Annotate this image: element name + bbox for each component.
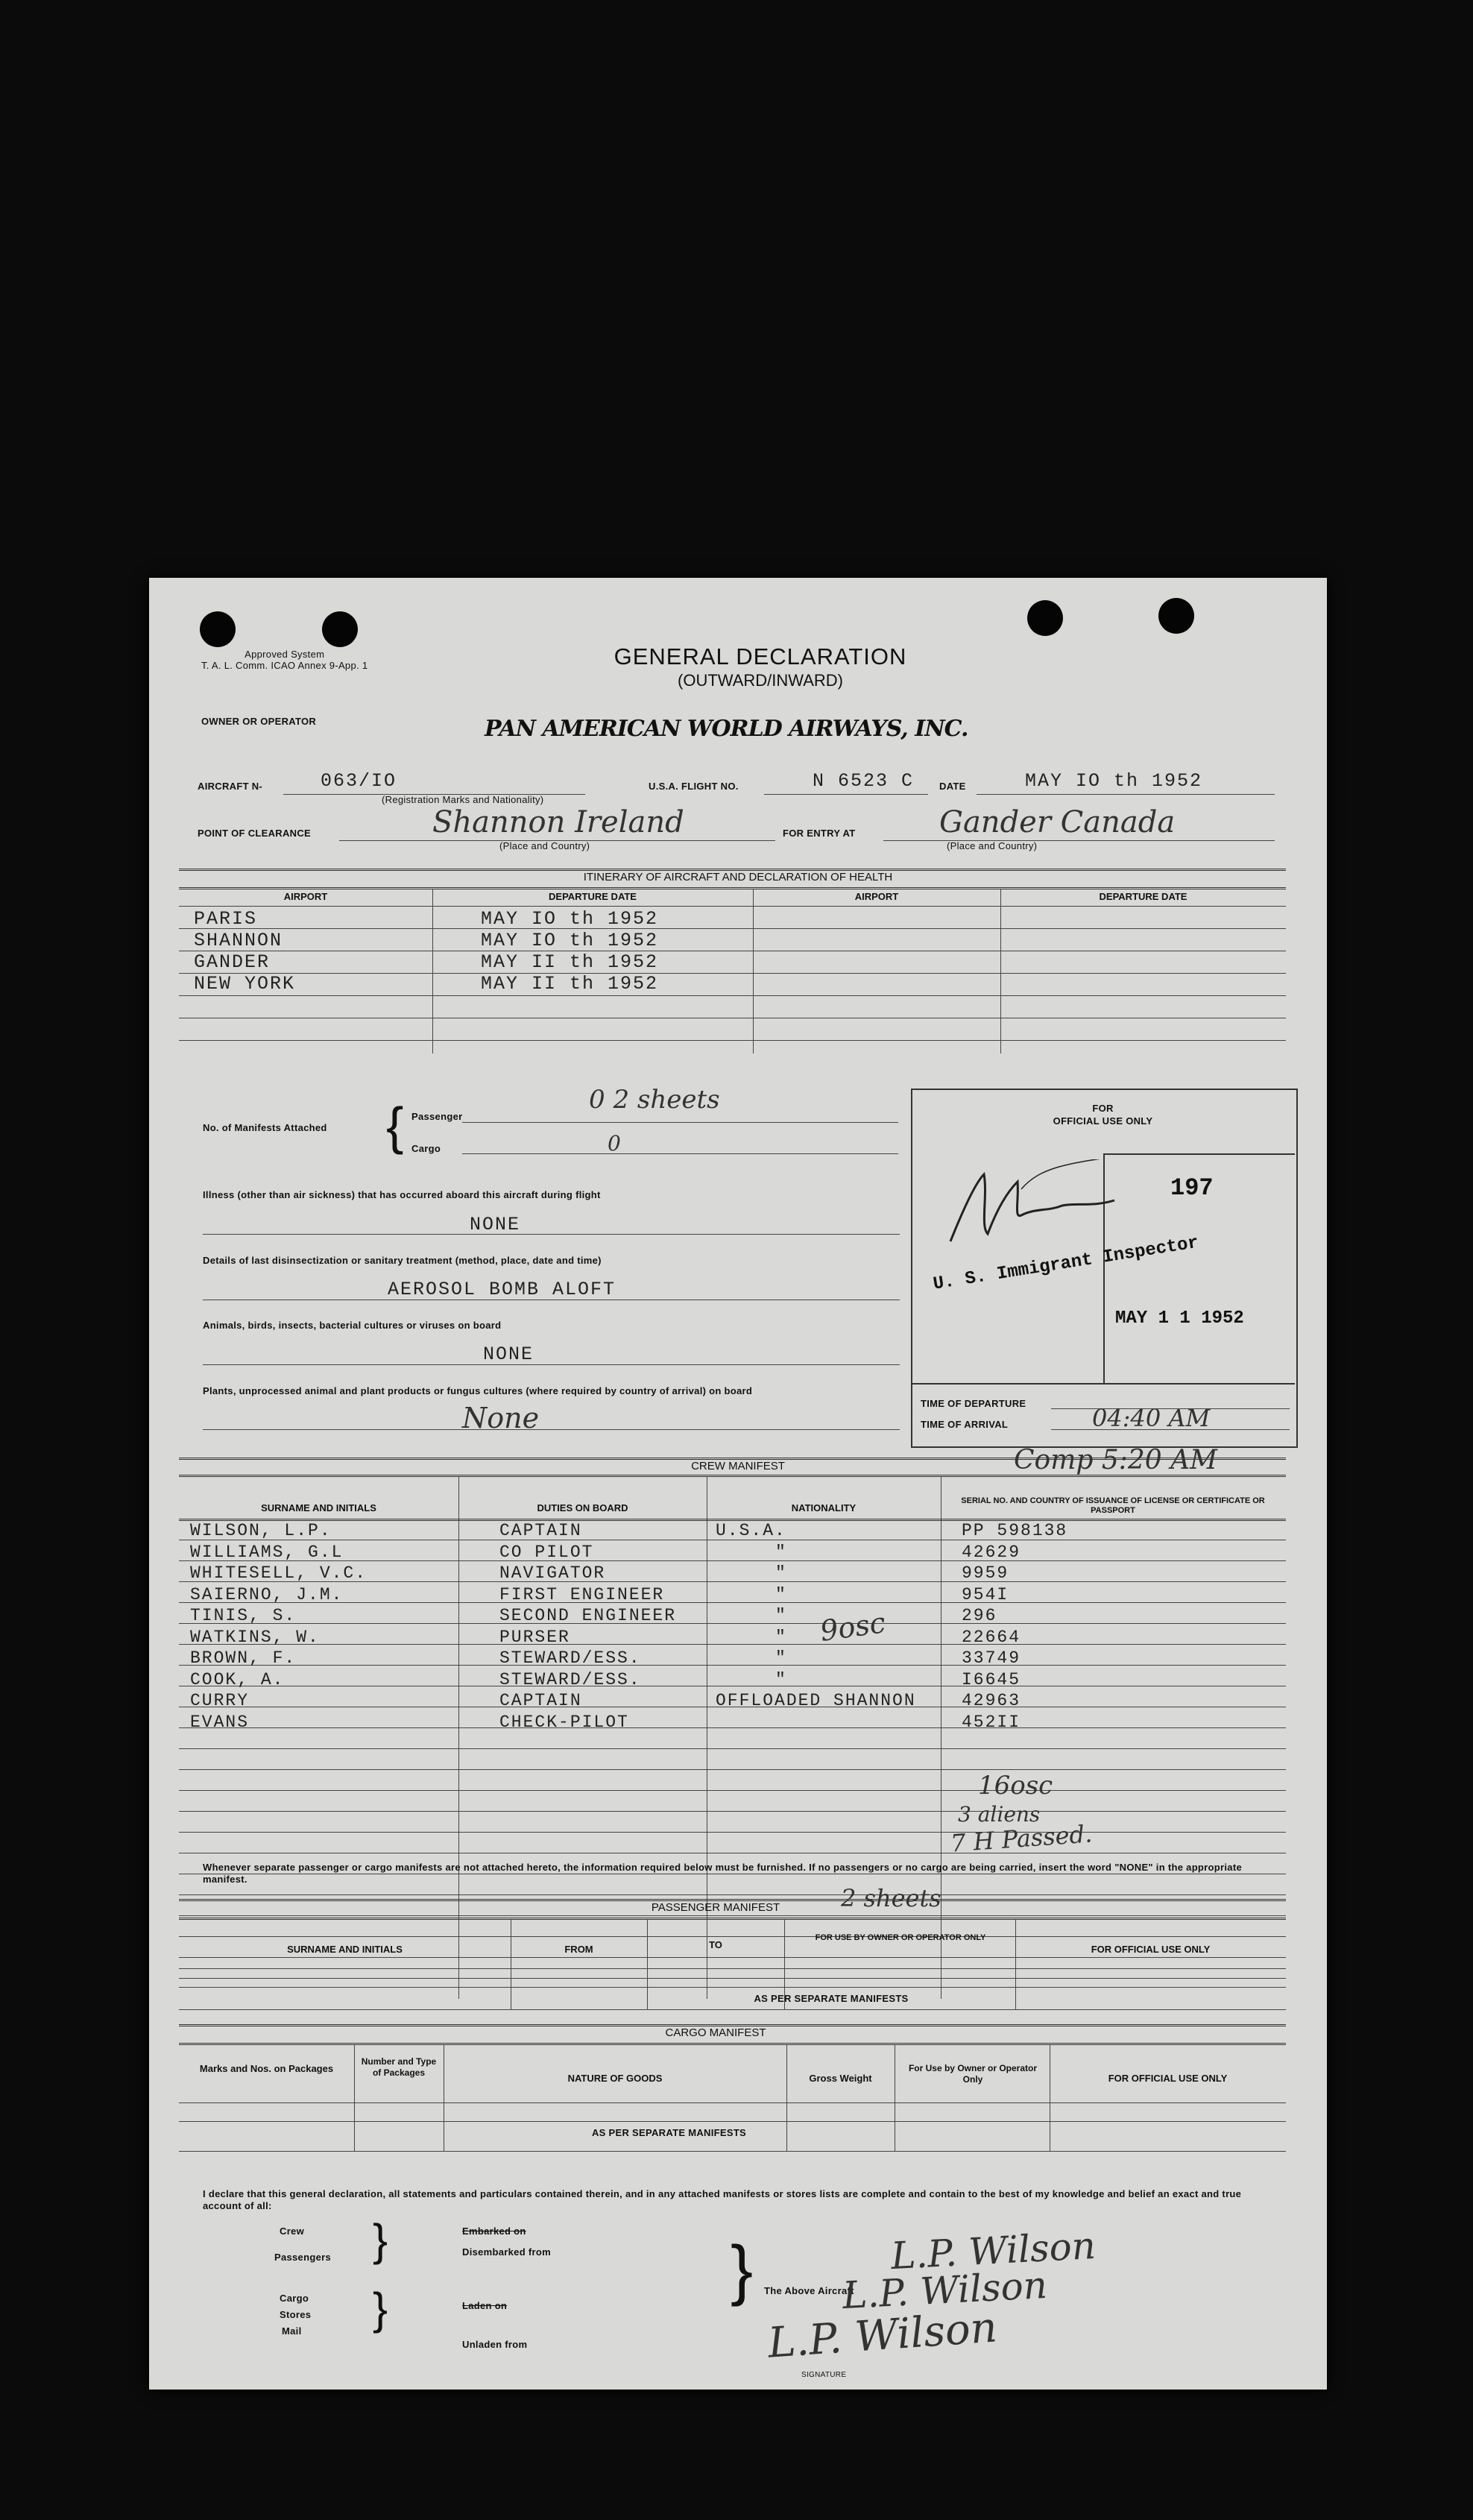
crew-duty: SECOND ENGINEER (499, 1606, 677, 1625)
crew-lic: 42629 (962, 1542, 1021, 1562)
crew-nat: " (775, 1627, 787, 1647)
itinerary-col-airport: AIRPORT (283, 891, 328, 902)
clearance-label: POINT OF CLEARANCE (198, 828, 312, 839)
cargo-label: Cargo (411, 1143, 441, 1154)
crew-name: COOK, A. (190, 1669, 285, 1689)
brace-icon: } (731, 2233, 754, 2308)
time-departure-label: TIME OF DEPARTURE (921, 1398, 1026, 1409)
note-aliens: 3 aliens (958, 1802, 1041, 1827)
itinerary-title: ITINERARY OF AIRCRAFT AND DECLARATION OF HEALTH (583, 871, 893, 883)
time-arrival-label: TIME OF ARRIVAL (921, 1419, 1009, 1430)
decl-stores: Stores (280, 2309, 312, 2320)
captain-signature-2: L.P. Wilson (841, 2263, 1049, 2318)
brace-icon: } (373, 2215, 388, 2265)
approval-note (201, 649, 368, 671)
crew-lic: I6645 (962, 1669, 1021, 1689)
pm-col-name: SURNAME AND INITIALS (287, 1944, 403, 1955)
page-subtitle: (OUTWARD/INWARD) (678, 671, 843, 690)
crew-name: BROWN, F. (190, 1648, 297, 1668)
captain-signature-3: L.P. Wilson (766, 2303, 999, 2368)
passenger-manifest-note: 2 sheets (841, 1884, 941, 1912)
itinerary-airport: SHANNON (194, 930, 283, 951)
entry-value: Gander Canada (939, 805, 1176, 840)
stamp-date: MAY 1 1 1952 (1115, 1308, 1244, 1329)
owner-label: OWNER OR OPERATOR (201, 716, 317, 727)
clearance-value: Shannon Ireland (432, 805, 684, 840)
crew-name: CURRY (190, 1691, 250, 1710)
pm-col-to: TO (709, 1939, 722, 1950)
entry-place-note: (Place and Country) (947, 840, 1038, 851)
cm-col-number: Number and Type of Packages (361, 2056, 437, 2078)
decl-unladen: Unladen from (462, 2339, 528, 2350)
page-title: GENERAL DECLARATION (614, 643, 907, 670)
pm-col-from: FROM (564, 1944, 593, 1955)
pm-col-owner: FOR USE BY OWNER OR OPERATOR ONLY (815, 1933, 986, 1942)
crew-duty: CO PILOT (499, 1542, 594, 1562)
aircraft-label: AIRCRAFT N- (198, 781, 263, 792)
completion-note: Comp 5:20 AM (1014, 1445, 1217, 1475)
registration-note: (Registration Marks and Nationality) (382, 794, 544, 805)
punch-hole (200, 611, 236, 647)
itinerary-date: MAY IO th 1952 (481, 908, 659, 930)
decl-embarked: Embarked on (462, 2226, 526, 2237)
crew-nat: " (775, 1563, 787, 1583)
crew-name: WILLIAMS, G.L (190, 1542, 344, 1562)
crew-duty: CAPTAIN (499, 1521, 582, 1540)
flight-value: N 6523 C (813, 770, 915, 792)
captain-signature: L.P. Wilson (889, 2223, 1097, 2278)
note-16osc: 16osc (978, 1771, 1053, 1801)
crew-name: SAIERNO, J.M. (190, 1584, 344, 1604)
crew-duty: STEWARD/ESS. (499, 1648, 641, 1668)
note-9osc: 9osc (818, 1606, 888, 1648)
crew-duty: CAPTAIN (499, 1691, 582, 1710)
crew-nat: " (775, 1584, 787, 1604)
crew-name: WHITESELL, V.C. (190, 1563, 368, 1583)
flight-label: U.S.A. FLIGHT NO. (649, 781, 739, 792)
entry-label: FOR ENTRY AT (783, 828, 856, 839)
punch-hole (1158, 598, 1194, 634)
crew-name: EVANS (190, 1712, 250, 1732)
crew-nat: " (775, 1669, 787, 1689)
itinerary-airport: GANDER (194, 951, 271, 973)
crew-duty: NAVIGATOR (499, 1563, 606, 1583)
brace-icon: } (373, 2284, 388, 2334)
cm-col-weight: Gross Weight (809, 2073, 872, 2084)
date-value: MAY IO th 1952 (1025, 770, 1203, 792)
decl-crew: Crew (280, 2226, 304, 2237)
itinerary-date: MAY II th 1952 (481, 973, 659, 995)
annex-ref: T. A. L. Comm. ICAO Annex 9-App. 1 (201, 660, 368, 671)
signature-label: SIGNATURE (801, 2371, 847, 2379)
crew-nat: " (775, 1648, 787, 1668)
plants-value: None (462, 1402, 540, 1434)
declaration-text: I declare that this general declaration, all statements and particulars contained therein, and in any attached manifests or stores lists are complete and contain to the best of my knowledge and belief an exact and true account of all: (203, 2188, 1242, 2211)
decl-above-aircraft: The Above Aircraft (764, 2285, 854, 2296)
date-label: DATE (939, 781, 966, 792)
instructions-text: Whenever separate passenger or cargo manifests are not attached hereto, the information required below must be furnished. If no passengers or no cargo are being carried, insert the word "NONE" in the appropriate manifest. (203, 1862, 1242, 1885)
crew-duty: PURSER (499, 1627, 570, 1647)
note-passed: 7 H Passed. (949, 1819, 1094, 1858)
stamp-inspector: U. S. Immigrant Inspector (932, 1232, 1200, 1295)
punch-hole (1027, 600, 1063, 636)
crew-lic: 954I (962, 1584, 1009, 1604)
crew-col-license: SERIAL NO. AND COUNTRY OF ISSUANCE OF LICENSE OR CERTIFICATE OR PASSPORT (961, 1496, 1265, 1515)
decl-passengers: Passengers (274, 2252, 331, 2263)
crew-nat: " (775, 1606, 787, 1625)
crew-lic: 22664 (962, 1627, 1021, 1647)
cargo-manifest-title: CARGO MANIFEST (665, 2026, 766, 2039)
itinerary-col-departure-2: DEPARTURE DATE (1099, 891, 1187, 902)
crew-nat: " (775, 1542, 787, 1562)
illness-value: NONE (470, 1214, 521, 1235)
crew-col-duties: DUTIES ON BOARD (537, 1502, 628, 1513)
itinerary-airport: NEW YORK (194, 973, 296, 995)
manifests-label: No. of Manifests Attached (203, 1122, 327, 1133)
animals-label: Animals, birds, insects, bacterial cultures or viruses on board (203, 1320, 502, 1331)
crew-manifest-title: CREW MANIFEST (691, 1460, 785, 1472)
plants-label: Plants, unprocessed animal and plant products or fungus cultures (where required by country of arrival) on board (203, 1385, 753, 1396)
operator-name: PAN AMERICAN WORLD AIRWAYS, INC. (485, 716, 968, 742)
time-arrival-value: 04:40 AM (1092, 1404, 1211, 1432)
itinerary-col-departure: DEPARTURE DATE (549, 891, 637, 902)
passenger-label: Passenger (411, 1111, 463, 1122)
itinerary-airport: PARIS (194, 908, 258, 930)
crew-name: TINIS, S. (190, 1606, 297, 1625)
illness-label: Illness (other than air sickness) that has occurred aboard this aircraft during flight (203, 1189, 601, 1200)
declaration-form (149, 578, 1327, 2390)
crew-lic: 33749 (962, 1648, 1021, 1668)
crew-duty: CHECK-PILOT (499, 1712, 629, 1732)
decl-mail: Mail (282, 2325, 302, 2337)
pm-separate-note: AS PER SEPARATE MANIFESTS (754, 1993, 909, 2004)
approved-text: Approved System (245, 649, 325, 660)
pm-col-official: FOR OFFICIAL USE ONLY (1091, 1944, 1211, 1955)
itinerary-date: MAY II th 1952 (481, 951, 659, 973)
animals-value: NONE (483, 1344, 534, 1365)
official-use-title: FOR OFFICIAL USE ONLY (1053, 1103, 1153, 1127)
crew-lic: 296 (962, 1606, 997, 1625)
crew-lic: 42963 (962, 1691, 1021, 1710)
cm-col-official: FOR OFFICIAL USE ONLY (1108, 2073, 1228, 2084)
crew-lic: 452II (962, 1712, 1021, 1732)
crew-name: WILSON, L.P. (190, 1521, 332, 1540)
passenger-manifest-title: PASSENGER MANIFEST (651, 1901, 780, 1914)
cm-col-marks: Marks and Nos. on Packages (199, 2063, 334, 2074)
crew-col-name: SURNAME AND INITIALS (261, 1502, 376, 1513)
itinerary-date: MAY IO th 1952 (481, 930, 659, 951)
stamp-number: 197 (1170, 1174, 1214, 1202)
crew-duty: FIRST ENGINEER (499, 1584, 665, 1604)
cm-separate-note: AS PER SEPARATE MANIFESTS (591, 2127, 747, 2138)
decl-cargo: Cargo (280, 2293, 309, 2304)
disinsect-value: AEROSOL BOMB ALOFT (388, 1279, 616, 1300)
decl-disembarked: Disembarked from (462, 2246, 551, 2258)
clearance-place-note: (Place and Country) (499, 840, 590, 851)
crew-name: WATKINS, W. (190, 1627, 320, 1647)
crew-col-nationality: NATIONALITY (791, 1502, 857, 1513)
inspector-signature (936, 1159, 1129, 1256)
decl-laden: Laden on (462, 2300, 508, 2311)
itinerary-col-airport-2: AIRPORT (854, 891, 899, 902)
passenger-value: 0 2 sheets (589, 1085, 720, 1115)
punch-hole (322, 611, 358, 647)
disinsect-label: Details of last disinsectization or sanitary treatment (method, place, date and time) (203, 1255, 602, 1266)
cm-col-owner: For Use by Owner or Operator Only (908, 2063, 1038, 2085)
crew-nat: OFFLOADED SHANNON (716, 1691, 916, 1710)
cm-col-nature: NATURE OF GOODS (567, 2073, 663, 2084)
crew-lic: 9959 (962, 1563, 1009, 1583)
cargo-value: 0 (608, 1131, 621, 1156)
aircraft-value: 063/IO (321, 770, 397, 792)
crew-nat: U.S.A. (716, 1521, 786, 1540)
crew-lic: PP 598138 (962, 1521, 1068, 1540)
crew-duty: STEWARD/ESS. (499, 1669, 641, 1689)
brace-icon: { (386, 1097, 404, 1155)
